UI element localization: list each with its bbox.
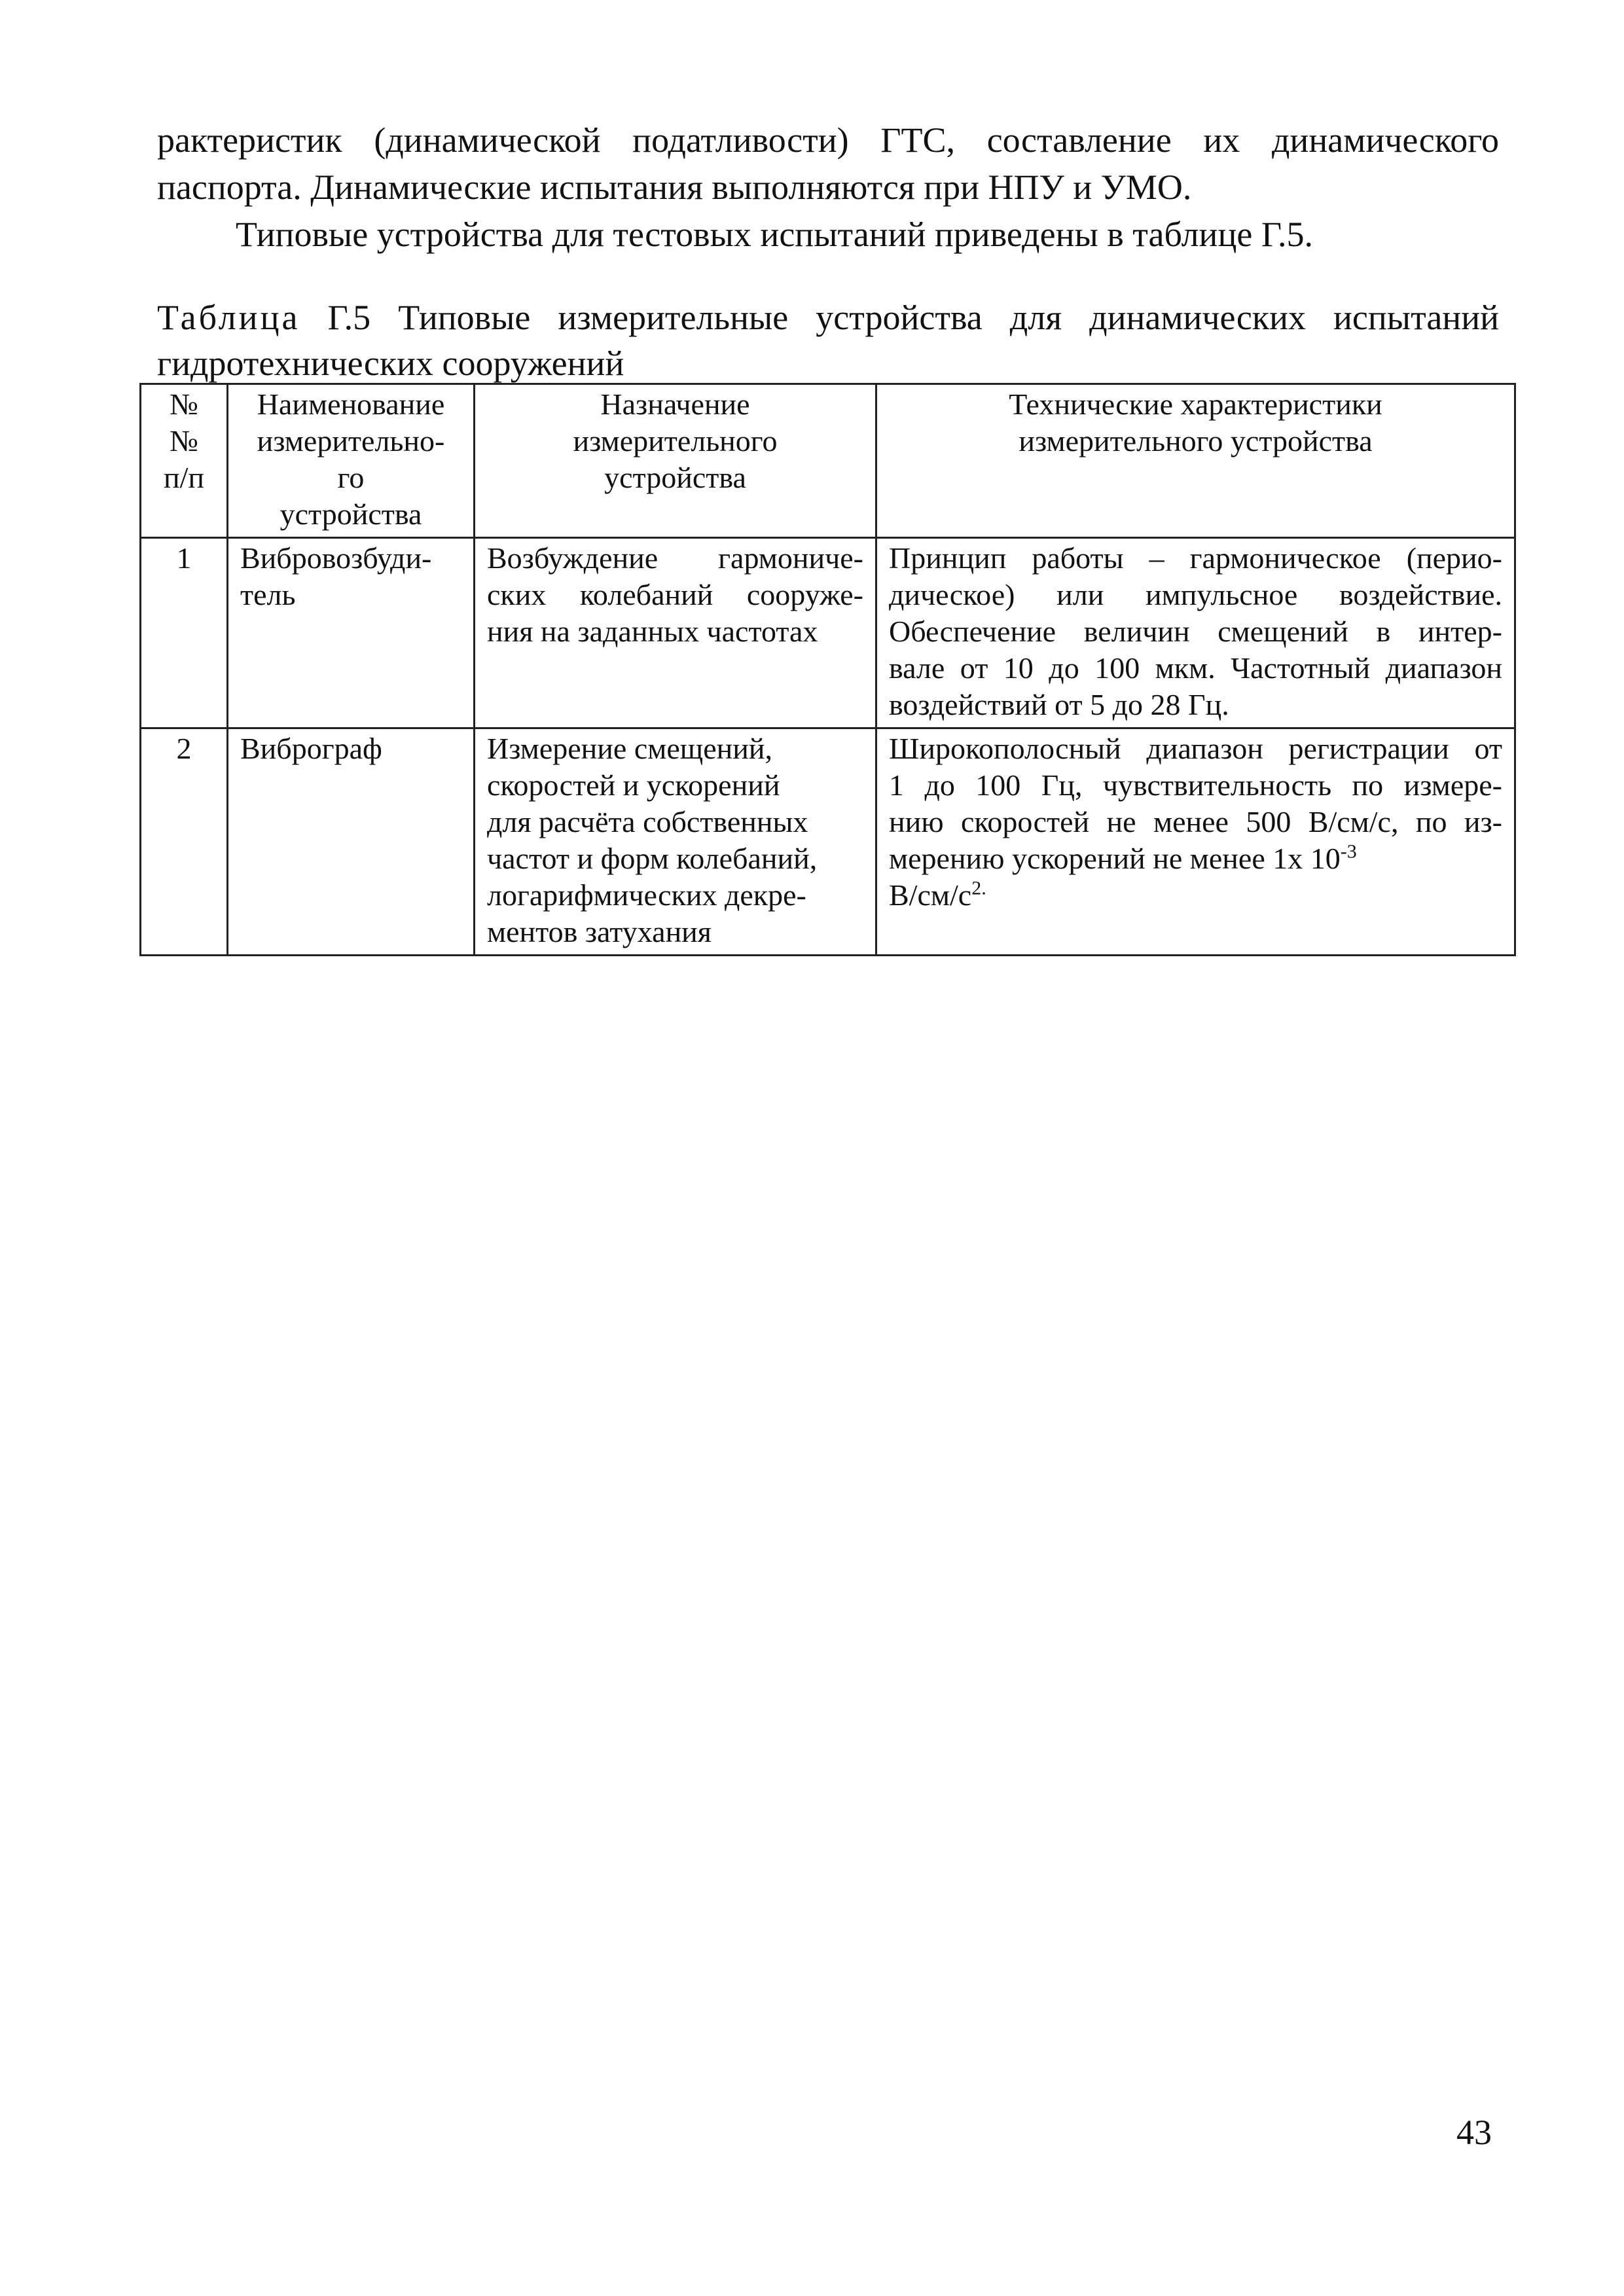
caption-title: Г.5 Типовые измерительные устройства для динамических испытаний [300,298,1499,337]
table-header-row [141,384,1515,538]
header-num: № № п/п [141,384,228,538]
cell-spec: Принцип работы – гармоническое (перио- дическое) или импульсное воздействие. Обеспечение величин смещений в интер- вале от 10 до 100 мкм. Частотный диапазон воздействий от 5 до 28 Гц. [876,538,1515,728]
devices-table [139,383,1516,956]
table-row [141,728,1515,956]
caption-label: Таблица [157,298,300,337]
cell-purpose: Измерение смещений, скоростей и ускорений для расчёта собственных частот и форм колебаний, логарифмических декре- ментов затухания [475,728,876,956]
header-spec: Технические характеристики измерительного устройства [876,384,1515,538]
caption-title-continued: гидротехнических сооружений [157,344,624,383]
header-purpose: Назначение измерительного устройства [475,384,876,538]
cell-num: 2 [141,728,228,956]
paragraph-line: рактеристик (динамической податливости) ГТС, составление их динамического [157,120,1499,160]
cell-name: Виброграф [228,728,475,956]
cell-purpose: Возбуждение гармониче- ских колебаний сооруже- ния на заданных частотах [475,538,876,728]
cell-spec: Широкополосный диапазон регистрации от 1 до 100 Гц, чувствительность по измере- нию скоростей не менее 500 В/см/с, по из- мерению ускорений не менее 1х $10^{-3}$ $В/см/с^{2.}$ [876,728,1515,956]
superscript: -3 [1340,840,1357,863]
paragraph-table-reference: Типовые устройства для тестовых испытаний приведены в таблице Г.5. [236,215,1313,254]
header-name: Наименование измерительно- го устройства [228,384,475,538]
paragraph-line: паспорта. Динамические испытания выполняются при НПУ и УМО. [157,168,1192,207]
table-row [141,538,1515,728]
cell-name: Вибровозбуди- тель [228,538,475,728]
page-number: 43 [1456,2113,1492,2152]
table-caption [157,295,1499,386]
paragraph-continuation [157,117,1499,211]
cell-num: 1 [141,538,228,728]
superscript: 2. [971,877,986,899]
